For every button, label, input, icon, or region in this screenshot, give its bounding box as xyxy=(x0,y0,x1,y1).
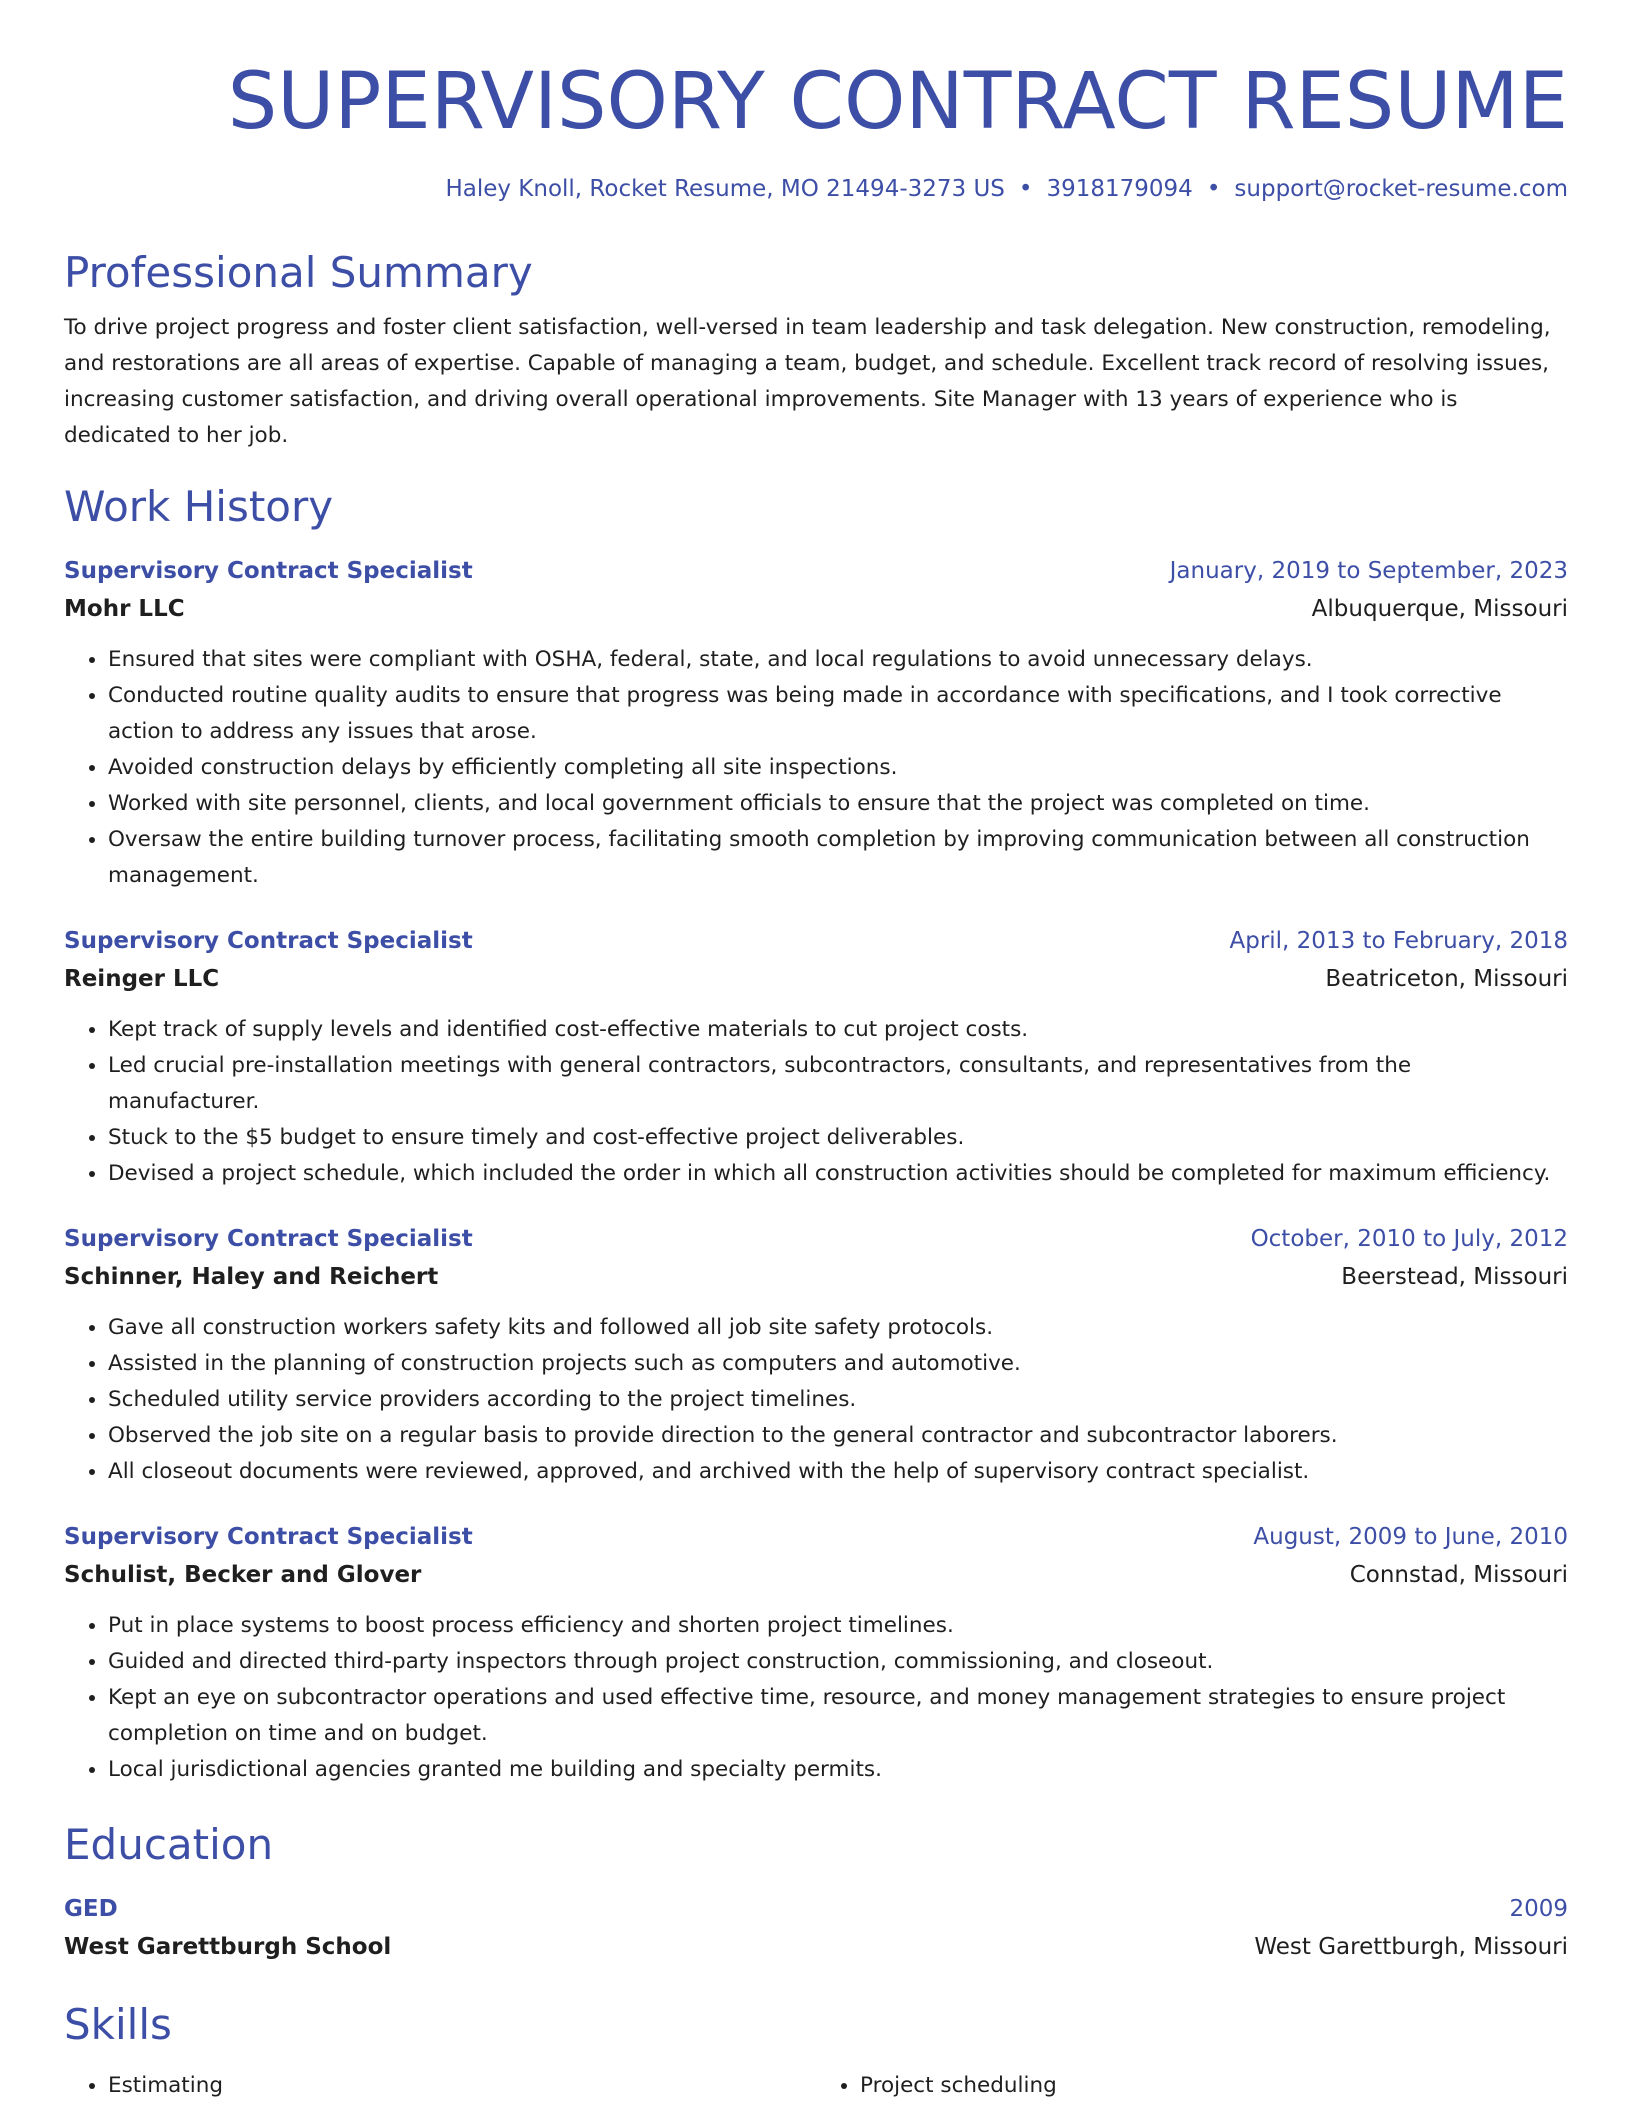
education-header-row xyxy=(64,1890,1568,1928)
job-bullet: • Led crucial pre-installation meetings with general contractors, subcontractors, consultants, and representatives from the manufacturer. xyxy=(108,1048,1568,1120)
job-header-row xyxy=(64,922,1568,960)
job-bullet: • Avoided construction delays by efficiently completing all site inspections. xyxy=(108,750,1568,786)
summary-heading: Professional Summary xyxy=(64,248,533,297)
skills-heading: Skills xyxy=(64,2000,172,2049)
job-bullet: • Guided and directed third-party inspectors through project construction, commissioning, and closeout. xyxy=(108,1644,1568,1680)
job-company: Mohr LLC xyxy=(64,596,185,622)
education-location: West Garettburgh, Missouri xyxy=(1254,1934,1568,1960)
job-bullet: • Put in place systems to boost process efficiency and shorten project timelines. xyxy=(108,1608,1568,1644)
job-bullet: • Conducted routine quality audits to ensure that progress was being made in accordance with specifications, and I took corrective action to address any issues that arose. xyxy=(108,678,1568,750)
job-bullet: • Kept track of supply levels and identified cost-effective materials to cut project costs. xyxy=(108,1012,1568,1048)
education-year: 2009 xyxy=(1509,1896,1568,1922)
job-bullet: • Ensured that sites were compliant with OSHA, federal, state, and local regulations to avoid unnecessary delays. xyxy=(108,642,1568,678)
job-location: Beerstead, Missouri xyxy=(1341,1264,1568,1290)
education-school: West Garettburgh School xyxy=(64,1934,392,1960)
job-dates: October, 2010 to July, 2012 xyxy=(1250,1226,1568,1252)
job-header-row xyxy=(64,1518,1568,1556)
job-bullet: • Observed the job site on a regular basis to provide direction to the general contractor and subcontractor laborers. xyxy=(108,1418,1568,1454)
resume-title: SUPERVISORY CONTRACT RESUME xyxy=(227,57,1568,147)
job-bullet: • Worked with site personnel, clients, and local government officials to ensure that the project was completed on time. xyxy=(108,786,1568,822)
job-bullet: • Gave all construction workers safety kits and followed all job site safety protocols. xyxy=(108,1310,1568,1346)
job-bullets xyxy=(64,1012,1568,1192)
job-bullet: • Kept an eye on subcontractor operations and used effective time, resource, and money management strategies to ensure project completion on time and on budget. xyxy=(108,1680,1568,1752)
skills-column-left xyxy=(64,2068,816,2104)
job-bullet: • Stuck to the $5 budget to ensure timely and cost-effective project deliverables. xyxy=(108,1120,1568,1156)
skills-column-right xyxy=(816,2068,1568,2104)
job-location: Albuquerque, Missouri xyxy=(1311,596,1568,622)
contact-line xyxy=(64,174,1568,204)
job-location: Connstad, Missouri xyxy=(1349,1562,1568,1588)
job-company-row xyxy=(64,590,1568,628)
job-title: Supervisory Contract Specialist xyxy=(64,558,473,584)
summary-text: To drive project progress and foster client satisfaction, well-versed in team leadership and task delegation. New construction, remodeling, and restorations are all areas of expertise. Capable of managing a team, budget, and schedule. Excellent track record of resolving issues, increasing customer satisfaction, and driving overall operational improvements. Site Manager with 13 years of experience who is dedicated to her job. xyxy=(64,315,1551,448)
skill-item: • Project scheduling xyxy=(860,2068,1568,2104)
job-bullet: • Oversaw the entire building turnover process, facilitating smooth completion by improving communication between all construction management. xyxy=(108,822,1568,894)
contact-separator: • xyxy=(1206,176,1221,202)
education-school-row xyxy=(64,1928,1568,1966)
contact-email: support@rocket-resume.com xyxy=(1234,176,1568,202)
job-dates: August, 2009 to June, 2010 xyxy=(1253,1524,1568,1550)
job-bullets xyxy=(64,642,1568,894)
job-title: Supervisory Contract Specialist xyxy=(64,928,473,954)
job-title: Supervisory Contract Specialist xyxy=(64,1524,473,1550)
job-bullets xyxy=(64,1608,1568,1788)
job-entry xyxy=(64,1220,1568,1490)
job-company-row xyxy=(64,1556,1568,1594)
job-header-row xyxy=(64,1220,1568,1258)
job-company: Reinger LLC xyxy=(64,966,220,992)
contact-separator: • xyxy=(1018,176,1033,202)
job-header-row xyxy=(64,552,1568,590)
education-heading: Education xyxy=(64,1820,274,1869)
job-entry xyxy=(64,552,1568,894)
job-entry xyxy=(64,1518,1568,1788)
job-bullet: • Scheduled utility service providers according to the project timelines. xyxy=(108,1382,1568,1418)
job-entry xyxy=(64,922,1568,1192)
job-bullet: • Local jurisdictional agencies granted me building and specialty permits. xyxy=(108,1752,1568,1788)
job-title: Supervisory Contract Specialist xyxy=(64,1226,473,1252)
job-bullet: • All closeout documents were reviewed, approved, and archived with the help of supervisory contract specialist. xyxy=(108,1454,1568,1490)
education-degree: GED xyxy=(64,1896,118,1922)
skill-item: • Estimating xyxy=(108,2068,816,2104)
education-entry xyxy=(64,1890,1568,1966)
job-location: Beatriceton, Missouri xyxy=(1325,966,1568,992)
job-bullet: • Devised a project schedule, which included the order in which all construction activities should be completed for maximum efficiency. xyxy=(108,1156,1568,1192)
contact-address: Haley Knoll, Rocket Resume, MO 21494-3273 US xyxy=(445,176,1005,202)
job-bullet: • Assisted in the planning of construction projects such as computers and automotive. xyxy=(108,1346,1568,1382)
job-dates: January, 2019 to September, 2023 xyxy=(1169,558,1568,584)
contact-phone: 3918179094 xyxy=(1046,176,1193,202)
job-company-row xyxy=(64,1258,1568,1296)
job-company-row xyxy=(64,960,1568,998)
job-company: Schulist, Becker and Glover xyxy=(64,1562,422,1588)
job-dates: April, 2013 to February, 2018 xyxy=(1229,928,1568,954)
work-history-heading: Work History xyxy=(64,482,334,531)
job-company: Schinner, Haley and Reichert xyxy=(64,1264,439,1290)
job-bullets xyxy=(64,1310,1568,1490)
skills-grid xyxy=(64,2068,1568,2104)
